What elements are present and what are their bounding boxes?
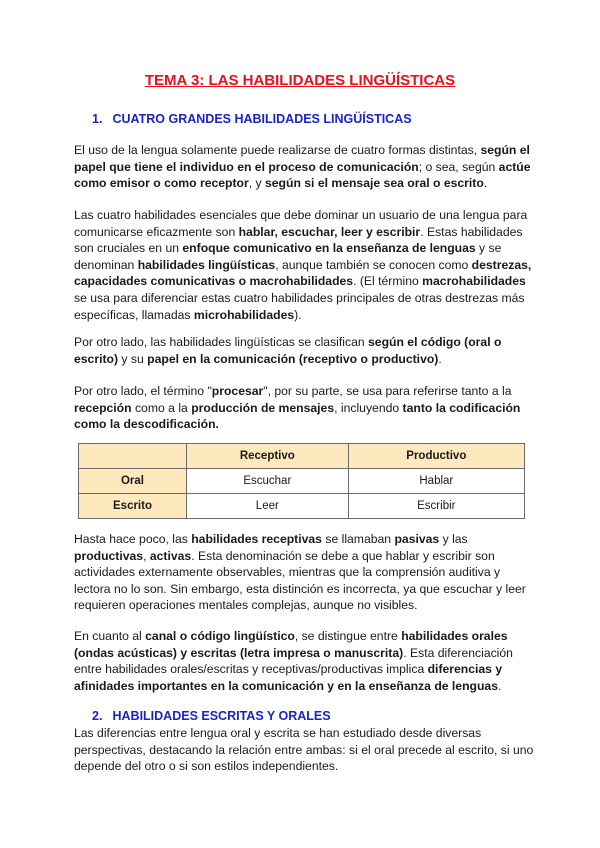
table-cell: Leer bbox=[187, 494, 349, 519]
section-2-number: 2. bbox=[92, 709, 103, 723]
table-corner-cell bbox=[79, 444, 187, 469]
section-1-number: 1. bbox=[92, 112, 103, 126]
table-row bbox=[79, 469, 525, 494]
section-2-title: HABILIDADES ESCRITAS Y ORALES bbox=[112, 709, 331, 723]
paragraph-3: Por otro lado, las habilidades lingüísticas se clasifican según el código (oral o escrito) y su papel en la comunicación (receptivo o productivo). bbox=[74, 335, 502, 366]
paragraph-7: Las diferencias entre lengua oral y escrita se han estudiado desde diversas perspectivas, destacando la relación entre ambas: si el oral precede al escrito, si uno depende del otro o si son estilos independientes. bbox=[74, 726, 534, 774]
section-1-title: CUATRO GRANDES HABILIDADES LINGÜÍSTICAS bbox=[112, 112, 412, 126]
section-1-heading bbox=[92, 112, 412, 126]
paragraph-1: El uso de la lengua solamente puede realizarse de cuatro formas distintas, según el papel que tiene el individuo en el proceso de comunicación; o sea, según actúe como emisor o como receptor, y según si el mensaje sea oral o escrito. bbox=[74, 143, 531, 191]
table-row-label: Oral bbox=[79, 469, 187, 494]
table-header-receptivo: Receptivo bbox=[187, 444, 349, 469]
table-header-productivo: Productivo bbox=[348, 444, 524, 469]
table-row bbox=[79, 494, 525, 519]
table-row-label: Escrito bbox=[79, 494, 187, 519]
section-2-heading bbox=[92, 709, 331, 723]
table-header-row bbox=[79, 444, 525, 469]
paragraph-2: Las cuatro habilidades esenciales que debe dominar un usuario de una lengua para comunicarse eficazmente son hablar, escuchar, leer y escribir. Estas habilidades son cruciales en un enfoque comunicativo en la enseñanza de lenguas y se denominan habilidades lingüísticas, aunque también se conocen como destrezas, capacidades comunicativas o macrohabilidades. (El término macrohabilidades se usa para diferenciar estas cuatro habilidades principales de otras destrezas más específicas, llamadas microhabilidades). bbox=[74, 208, 532, 322]
table-cell: Hablar bbox=[348, 469, 524, 494]
paragraph-5: Hasta hace poco, las habilidades receptivas se llamaban pasivas y las productivas, activas. Esta denominación se debe a que hablar y escribir son actividades externamente observables, mientras que la comprensión auditiva y lectora no lo son. Sin embargo, esta distinción es incorrecta, ya que escuchar y leer requieren operaciones mentales complejas, aunque no visibles. bbox=[74, 532, 526, 613]
document-title: TEMA 3: LAS HABILIDADES LINGÜÍSTICAS bbox=[144, 72, 456, 89]
table-cell: Escribir bbox=[348, 494, 524, 519]
skills-table bbox=[78, 443, 525, 519]
paragraph-4: Por otro lado, el término "procesar", por su parte, se usa para referirse tanto a la recepción como a la producción de mensajes, incluyendo tanto la codificación como la descodificación. bbox=[74, 384, 521, 432]
table-cell: Escuchar bbox=[187, 469, 349, 494]
paragraph-6: En cuanto al canal o código lingüístico, se distingue entre habilidades orales (ondas acústicas) y escritas (letra impresa o manuscrita). Esta diferenciación entre habilidades orales/escritas y receptivas/productivas implica diferencias y afinidades importantes en la comunicación y en la enseñanza de lenguas. bbox=[74, 629, 513, 693]
